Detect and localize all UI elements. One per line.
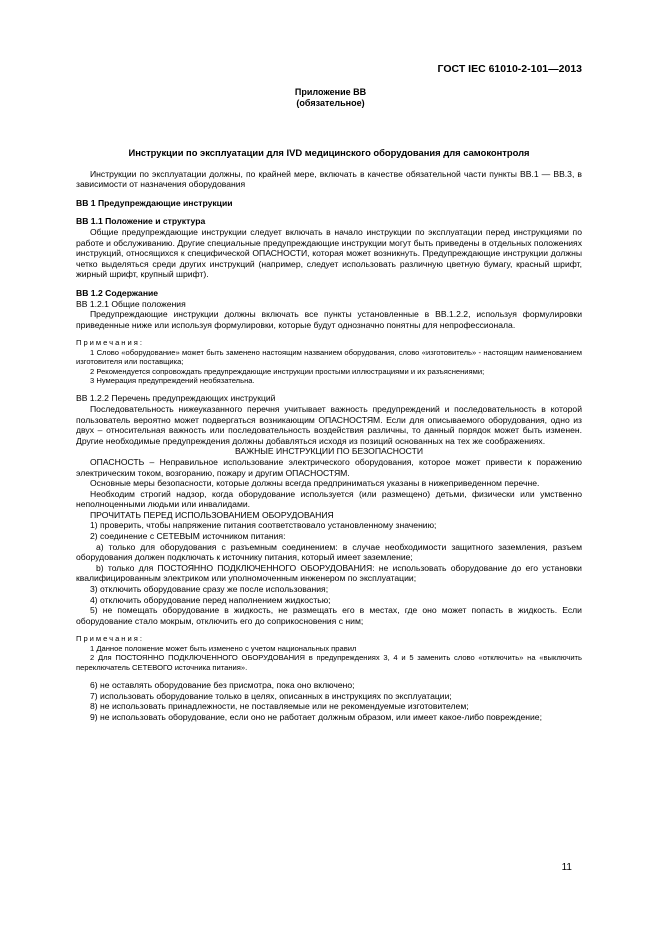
standard-header: ГОСТ IEC 61010-2-101—2013 [437, 63, 582, 75]
list-item: 1) проверить, чтобы напряжение питания соответствовало установленному значению; [90, 520, 437, 531]
section-bb122-text: Последовательность нижеуказанного перечня учитывает важность предупреждений и последовательность в которой пользователь вероятно может подвергаться возникающим ОПАСНОСТЯМ. Если для описываемого оборудования, одно из двух – относительная важность или последовательность воздействия различны, то данный порядок может быть изменен. Другие необходимые предупреждения должны добавляться исходя из позиций основанных на тех же соображениях. [76, 403, 582, 446]
notes-title: Примечания: [76, 338, 144, 348]
list-item: 8) не использовать принадлежности, не поставляемые или не рекомендуемые изготовителем; [90, 701, 469, 712]
danger-paragraph: ОПАСНОСТЬ – Неправильное использование электрического оборудования, которое может привести к поражению электрическим током, возгоранию, пожару и другим ОПАСНОСТЯМ. [76, 456, 582, 478]
appendix-heading [0, 87, 661, 109]
supervision-paragraph: Необходим строгий надзор, когда оборудование используется (или размещено) детьми, физически или умственно неполноценными людьми или инвалидами. [76, 488, 582, 510]
document-body [76, 148, 582, 722]
section-bb11-text: Общие предупреждающие инструкции следует включать в начало инструкции по эксплуатации перед инструкциями по работе и обслуживанию. Другие специальные предупреждающие инструкции могут быть приведены в отдельных положениях инструкций, относящихся к специфической ОПАСНОСТИ, которая может возникнуть. Предупреждающие инструкции должны четко выделяться среди других инструкций (например, следует использовать различную цветную бумагу, красный шрифт, жирный шрифт, крупный шрифт). [76, 226, 582, 280]
list-item: b) только для ПОСТОЯННО ПОДКЛЮЧЕННОГО ОБОРУДОВАНИЯ: не использовать оборудование до его установки квалифицированным электриком или уполномоченным инженером по эксплуатации; [76, 562, 582, 584]
list-item: 7) использовать оборудование только в целях, описанных в инструкциях по эксплуатации; [90, 690, 452, 701]
appendix-title: Приложение ВВ [294, 87, 367, 97]
subsection-heading-bb121: ВВ 1.2.1 Общие положения [76, 298, 186, 309]
note-item: 2 Рекомендуется сопровождать предупреждающие инструкции простыми иллюстрациями и их разъяснениями; [90, 366, 485, 376]
important-instructions-heading: ВАЖНЫЕ ИНСТРУКЦИИ ПО БЕЗОПАСНОСТИ [234, 446, 424, 457]
subsection-heading-bb122: ВВ 1.2.2 Перечень предупреждающих инструкций [76, 393, 276, 404]
list-item: а) только для оборудования с разъемным соединением: в случае необходимости защитного заземления, разъем оборудования должен подключать к источнику питания, который имеет заземление; [76, 541, 582, 563]
intro-paragraph: Инструкции по эксплуатации должны, по крайней мере, включать в качестве обязательной части пункты ВВ.1 — ВВ.3, в зависимости от назначения оборудования [76, 168, 582, 190]
section-heading-bb11: ВВ 1.1 Положение и структура [76, 216, 206, 227]
list-item: 6) не оставлять оборудование без присмотра, пока оно включено; [90, 680, 355, 691]
section-heading-bb12: ВВ 1.2 Содержание [76, 287, 159, 298]
note-item: 3 Нумерация предупреждений необязательна. [90, 375, 255, 385]
document-title: Инструкции по эксплуатации для IVD медицинского оборудования для самоконтроля [128, 147, 530, 158]
note-item: 1 Данное положение может быть изменено с учетом национальных правил [90, 643, 357, 653]
note-item: 2 Для ПОСТОЯННО ПОДКЛЮЧЕННОГО ОБОРУДОВАНИЯ в предупреждениях 3, 4 и 5 заменить слово «отключить» на «выключить переключатель СЕТЕВОГО источника питания». [76, 653, 582, 672]
notes-title: Примечания: [76, 634, 144, 644]
note-item: 1 Слово «оборудование» может быть заменено настоящим названием оборудования, слово «изготовитель» - настоящим наименованием изготовителя или поставщика; [76, 347, 582, 367]
section-heading-bb1: ВВ 1 Предупреждающие инструкции [76, 197, 233, 208]
appendix-subtitle: (обязательное) [296, 98, 365, 108]
list-item: 2) соединение с СЕТЕВЫМ источником питания: [90, 531, 286, 542]
page-number: 11 [561, 862, 572, 873]
read-before-use-heading: ПРОЧИТАТЬ ПЕРЕД ИСПОЛЬЗОВАНИЕМ ОБОРУДОВАНИЯ [90, 509, 334, 520]
list-item: 9) не использовать оборудование, если оно не работает должным образом, или имеет какое-либо повреждение; [90, 711, 542, 722]
section-bb121-text: Предупреждающие инструкции должны включать все пункты установленные в ВВ.1.2.2, используя формулировки приведенные ниже или используя формулировки, которые будут однозначно понятны для непрофессионала. [76, 309, 582, 330]
basic-measures-paragraph: Основные меры безопасности, которые должны всегда предприниматься указаны в нижеприведенном перечне. [90, 478, 540, 489]
list-item: 4) отключить оборудование перед наполнением жидкостью; [90, 594, 331, 605]
list-item: 5) не помещать оборудование в жидкость, не размещать его в местах, где оно может попасть в жидкость. Если оборудование стало мокрым, отключить его до соприкосновения с ним; [76, 605, 582, 626]
list-item: 3) отключить оборудование сразу же после использования; [90, 584, 329, 595]
